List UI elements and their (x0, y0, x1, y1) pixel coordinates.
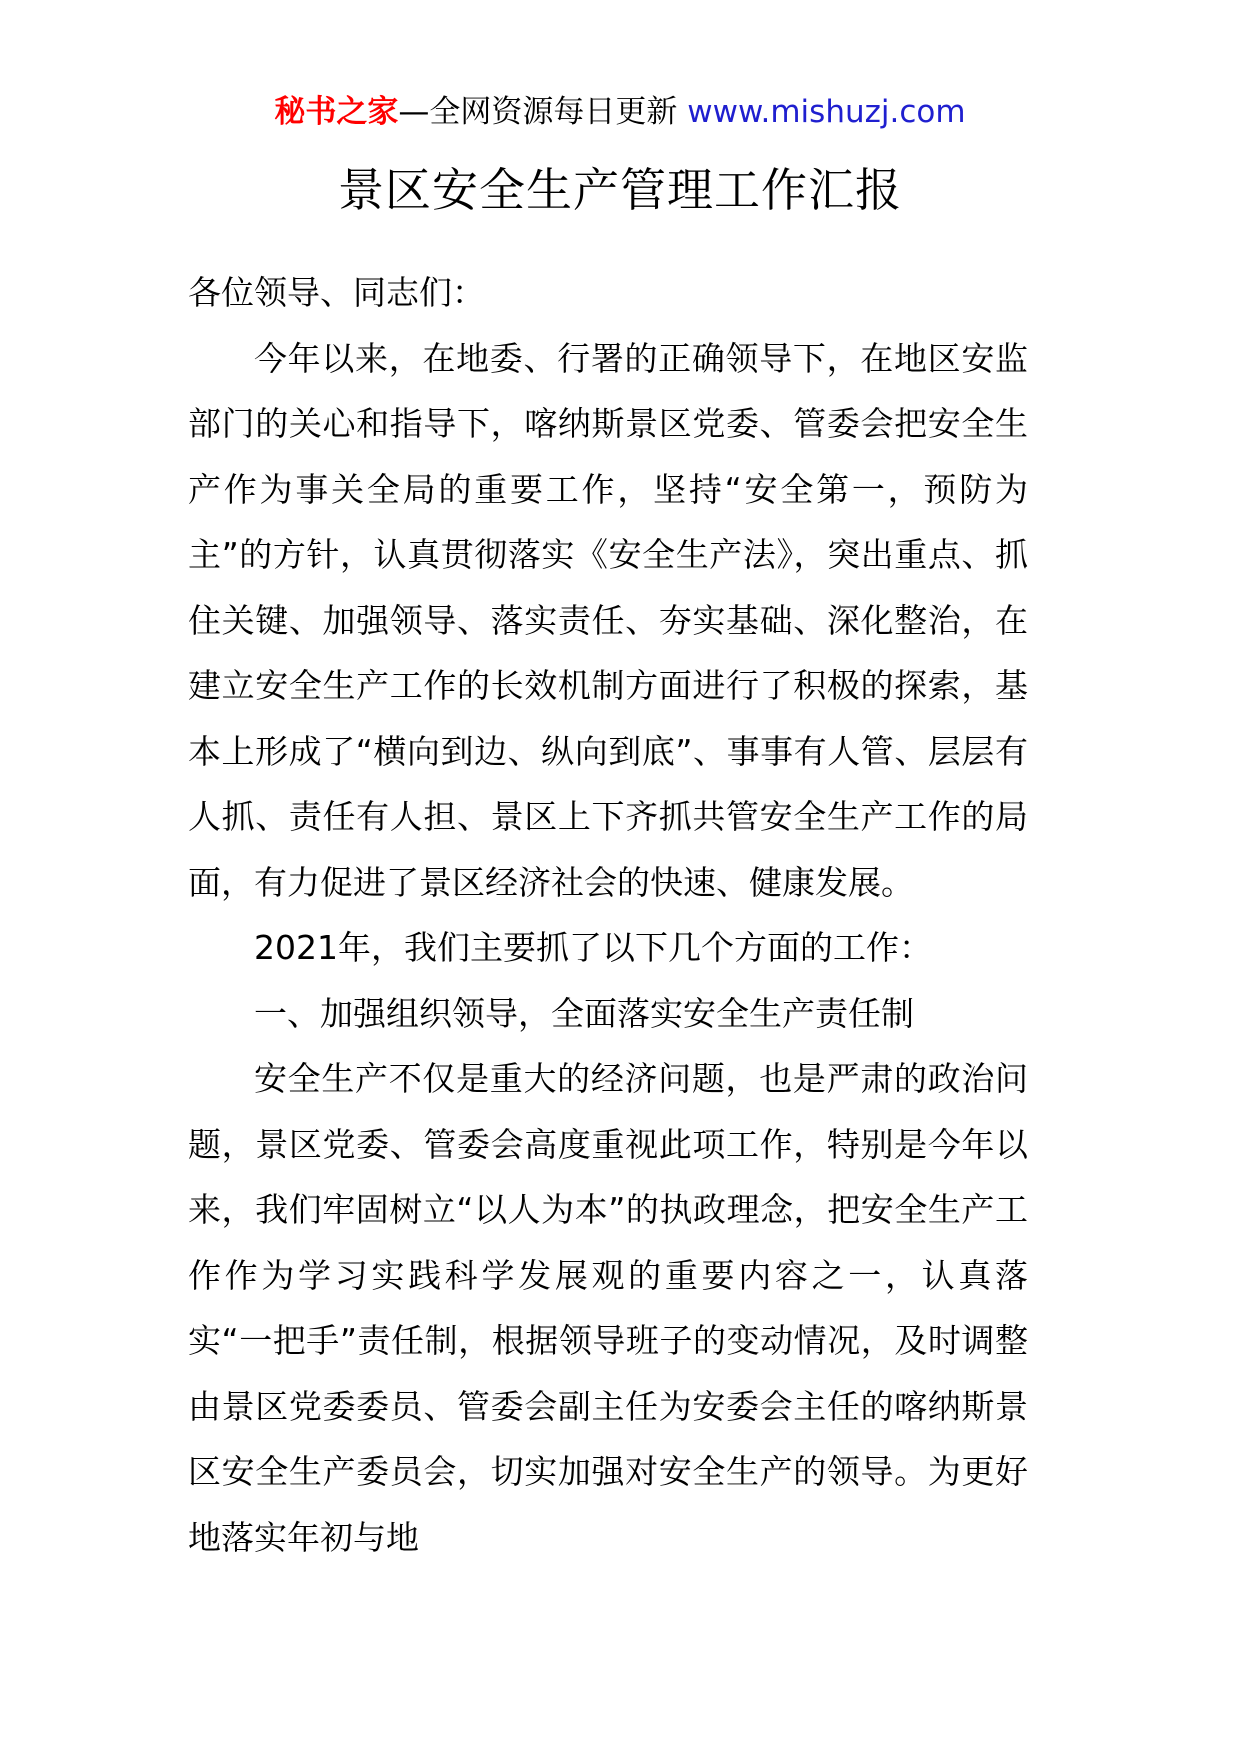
paragraph-section-1: 安全生产不仅是重大的经济问题，也是严肃的政治问题，景区党委、管委会高度重视此项工作，特别是今年以来，我们牢固树立“以人为本”的执政理念，把安全生产工作作为学习实践科学发展观的重要内容之一，认真落实“一把手”责任制，根据领导班子的变动情况，及时调整由景区党委委员、管委会副主任为安委会主任的喀纳斯景区安全生产委员会，切实加强对安全生产的领导。为更好地落实年初与地 (188, 1059, 1028, 1557)
document-body (188, 260, 1028, 1570)
brand-name: 秘书之家 (274, 94, 399, 130)
site-header (0, 92, 1240, 132)
paragraph-overview: 2021年，我们主要抓了以下几个方面的工作： (254, 928, 932, 967)
section-heading-1: 一、加强组织领导，全面落实安全生产责任制 (254, 993, 914, 1033)
site-tagline: —全网资源每日更新 (398, 94, 688, 130)
salutation: 各位领导、同志们： (188, 273, 485, 312)
site-url-link[interactable]: www.mishuzj.com (687, 94, 966, 130)
document-title: 景区安全生产管理工作汇报 (338, 163, 902, 217)
paragraph-intro: 今年以来，在地委、行署的正确领导下，在地区安监部门的关心和指导下，喀纳斯景区党委、管委会把安全生产作为事关全局的重要工作，坚持“安全第一，预防为主”的方针，认真贯彻落实《安全生产法》，突出重点、抓住关键、加强领导、落实责任、夯实基础、深化整治，在建立安全生产工作的长效机制方面进行了积极的探索，基本上形成了“横向到边、纵向到底”、事事有人管、层层有人抓、责任有人担、景区上下齐抓共管安全生产工作的局面，有力促进了景区经济社会的快速、健康发展。 (188, 338, 1028, 902)
